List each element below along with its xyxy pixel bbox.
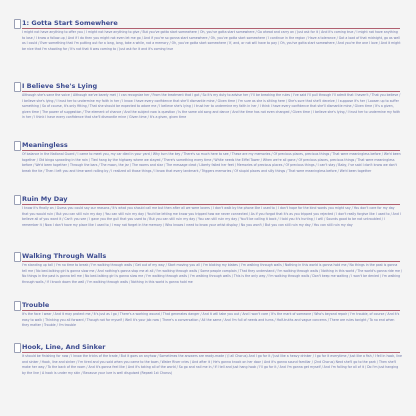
- song-block-3: [14, 141, 402, 191]
- song-title: Walking Through Walls: [22, 252, 400, 262]
- song-title: Trouble: [22, 301, 400, 311]
- song-title: Hook, Line, And Sinker: [22, 343, 400, 353]
- track-number-box: [14, 141, 21, 151]
- track-number-box: [14, 82, 21, 92]
- song-block-7: [14, 343, 402, 403]
- song-title: Meaningless: [22, 141, 400, 151]
- song-block-2: [14, 82, 402, 142]
- song-block-5: [14, 252, 402, 307]
- song-lyrics: Although she's sane the voice / Although we've barely met / I can recognize her / From the treatment that I got / So it's my duty to advise her / I'll be breaking the rules / I've said I'll pull through I'll admit that I haven't / That you believe / I believe she's lying / I trust her to undermine my faith in her / I know I have every confidence that she'll dismantle mine / Given time / I'm sure as she is sitting here / She's sure that she'll deceive / I suppose it's her / Loosen up to suffer something / So of course, it's only fitting / That she should be expected to adore me / I believe she's lying / I trust her to undermine my faith in her / I think I have every confidence that she'll dismantle mine / Given time / It's a given, given time / The power of suggestion / The element of chance / And the subject now is question / Is the same old song and dance / And the time has not even changed / Given time / I believe she's lying / I trust her to undermine my faith in her / I think I have every confidence that she'll dismantle mine / Given time / It's a given, given time: [22, 93, 401, 120]
- track-number-box: [14, 252, 21, 262]
- track-number-box: [14, 195, 21, 205]
- song-block-6: [14, 301, 402, 339]
- song-lyrics: Of balance in the National Guard / I came to meet you, my car died in your yard / Why turn the key / There's so much here to see / These are my memories / Of precious places, precious things / That were meaningless before / We'd been together / Old bingo sprawling in the rain / Tied hang by the highway where we stayed / There's something every time / White needs the Eiffel Tower / When we're all gone / Of precious places, precious things / That were meaningless before / We'd been together / Through the bars / The moon, the jar / The rooms and star / The message cleat / Liberty failed her feet / Memories of precious places / Of precious things / I can't stay / Baby, I've said I don't know we don't break the tie / Then I left you and time went rolling by / I realized all those things / I know that every landmark / Triggers memories / Of stupid places and silly things / That were meaningless before / We'd been together: [22, 152, 401, 173]
- song-lyrics: I know it's finally on / Guess you could say our reasons / It's what you should call me but then after all we were lovers / I don't walk by the phone like I used to / I don't hope for the kind words you might say / You don't care for my day that you would ruin / But you can still ruin my day / You can still ruin my day / You'd be letting me know you tripped how we never connected / As if you forgot that it's as you tripped you rejected / I don't really forgive like I used to / And I believe all of you want it / Can't you see / I gave you the gull that you used to / But you can still ruin my day / You can still ruin my day / You'll be calling it back / I told you it's hurting / I will / Sounds good to be not untroubled / I remember it / Now I don't have my place like I used to / I may not forget in the memory / Who knows I need to know your artist display / No you won't / But you can still ruin my day / You can still ruin my day: [22, 206, 401, 227]
- song-title: I Believe She's Lying: [22, 82, 400, 92]
- song-title: Ruin My Day: [22, 195, 400, 205]
- song-title: 1: Gotta Start Somewhere: [22, 19, 400, 29]
- track-number-box: [14, 19, 21, 29]
- song-lyrics: I might not have anything to offer you / I might not have anything to give / But you've gotta start somewhere / Oh, you've gotta start somewhere / Go ahead and carry on / Just ask for it / And it's coming true / I might not have anything to lose / I know a follow-up / And if I do then you might not even let me go / And if you're so gonna start somewhere / Oh, you've gotta start somewhere / I continue in the region / Have a tolerance / Got a load of that midnight, go as well as I could / Ever something that I'm putting out for a long, long, take a while, not a memory / Oh, you've gotta start somewhere / If, and, or not will have to pay / Oh, you've gotta start somewhere / And you're the one I love / And it might be nice that I'm shooting for / It's not that it was coming to / Just ask for it and it's coming true: [22, 30, 401, 51]
- song-block-1: [14, 19, 402, 71]
- track-number-box: [14, 343, 21, 353]
- song-lyrics: It should be finishing for now / I know the tricks of the trade / But it goes on anyhow / Sometimes the answers are ready-made / (I all Chorus) And I go for it / Just like a heavy drinker / I go for it everytime / Just like a fish / I fell in hook, line and sinker / Hook, line and sinker / I'm tired and you said when you came to the town / Water River cries / And after it / He's gonna knock on her door / And it's gonna sound familiar / (2nd Chorus) Next she'll go to the park / Then she'll make her way / To the back of the room / And it's gonna feel like / And it's taking all of the world / So go and nail me in / If I tell and just hang hook / I'll go for it / And I'm gonna get myself / And I'm falling for all of it / Do I'm just hanging by the line / A hook is under my skin / Because your lure is well disguised (Repeat 1st Chorus): [22, 354, 402, 375]
- song-lyrics: It's the face I wear / And it may protect me / It's just as I go / There's a working wound / That generates danger / And it will take you out / And I won't care / It's the mark of someone / Who's beyond repair / I'm trouble, of course / And it's easy to walk / Thinking you all forward / Though not for myself / Well it's your job now / There's a conversation / All the same / And I'm full of needs and turns / Half-truths and vague concerns / There are rules tonight / To no end when they matter / Trouble / I'm trouble: [22, 312, 400, 328]
- track-number-box: [14, 301, 21, 311]
- song-lyrics: I'm standing up tall / I'm no time to break / I'm walking through walls / Get out of my way / Start moving you all / I'm blaking my blakes / I'm walking through walls / Nothing in this world is gonna hold me / No things in the past is gonna tell me / No bed-talking girl is gonna slow me / And nothing's gonna stop me at all / I'm walking through walls / Some people complain / That they understand / I'm walking through walls / Nothing in this world / The world's gonna ride me / No things in the past is gonna tell me / No bed-talking girl is gonna slow me / I'm walking through walls / I'm walking through walls / This is the only way / I'm walking through walls / Don't keep me waiting / I won't be denied / I'm walking through walls / If I knock down the wall / I'm walking through walls / Nothing in this world is gonna hold me: [22, 263, 402, 284]
- song-block-4: [14, 195, 402, 245]
